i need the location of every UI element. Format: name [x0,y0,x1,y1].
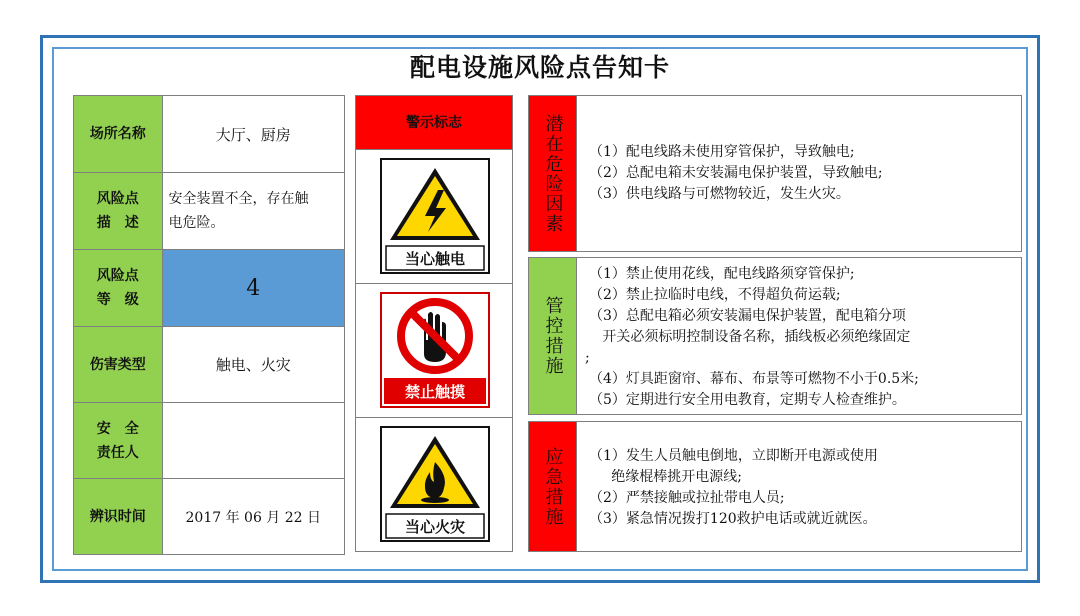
controls-body [585,264,1015,411]
hazard-line: （3）供电线路与可燃物较近，发生火灾。 [589,186,850,202]
card-title: 配电设施风险点告知卡 [409,53,670,82]
risk-level-value: 4 [162,250,344,327]
harm-type-value: 触电、火灾 [162,327,344,403]
identify-time-value: 2017 年 06 月 22 日 [162,479,344,555]
control-line: 开关必须标明控制设备名称，插线板必须绝缘固定 [589,329,911,345]
sign1-text: 当心触电 [404,250,466,268]
info-row-responsible [74,403,345,479]
emergency-line: 绝缘棍棒挑开电源线; [589,469,742,485]
sign2-text: 禁止触摸 [404,383,466,401]
responsible-value [162,403,344,479]
sign-cell-no-touch [356,284,512,418]
harm-type-label: 伤害类型 [74,327,163,403]
sign3-text: 当心火灾 [404,518,466,536]
hazards-body [589,142,1015,205]
risk-level-label [74,250,163,327]
warning-signs-header: 警示标志 [356,96,512,150]
responsible-label-line1: 安 全 [96,420,139,437]
emergency-line: （2）严禁接触或拉扯带电人员; [589,490,785,506]
emergency-heading [529,422,577,551]
risk-desc-label [74,173,163,250]
risk-desc-value [162,173,344,250]
hazards-heading-text: 潜在危险因素 [542,113,564,234]
emergency-line: （1）发生人员触电倒地，立即断开电源或使用 [589,448,878,464]
info-row-harm-type [74,327,345,403]
controls-heading-text: 管控措施 [542,296,564,376]
emergency-line: （3）紧急情况拨打120救护电话或就近就医。 [589,511,877,527]
control-line: ; [585,350,590,366]
control-line: （5）定期进行安全用电教育，定期专人检查维护。 [589,392,906,408]
emergency-heading-text: 应急措施 [542,446,564,527]
risk-desc-label-line2: 描 述 [96,215,139,231]
control-line: （4）灯具距窗帘、幕布、布景等可燃物不小于0.5米; [589,371,919,387]
location-label: 场所名称 [74,96,163,173]
fire-warning-icon [380,426,490,542]
sign-cell-electric [356,150,512,284]
info-row-risk-level [74,250,345,327]
risk-desc-value-line1: 安全装置不全，存在触 [168,191,309,207]
responsible-label [74,403,163,479]
control-line: （1）禁止使用花线，配电线路须穿管保护; [589,266,855,282]
hazard-line: （1）配电线路未使用穿管保护，导致触电; [589,144,855,160]
risk-desc-value-line2: 电危险。 [168,215,225,231]
location-value: 大厅、厨房 [162,96,344,173]
hazards-heading [529,96,577,251]
responsible-label-line2: 责任人 [96,444,139,461]
warning-signs-column [355,95,513,552]
risk-level-label-line2: 等 级 [96,292,139,308]
emergency-section [528,421,1022,552]
hazards-section [528,95,1022,252]
electric-shock-warning-icon [380,158,490,274]
info-row-identify-time [74,479,345,555]
hazard-line: （2）总配电箱未安装漏电保护装置，导致触电; [589,165,883,181]
controls-heading [529,258,577,414]
identify-time-label: 辨识时间 [74,479,163,555]
info-row-risk-desc [74,173,345,250]
info-row-location [74,96,345,173]
sign-cell-fire [356,418,512,551]
controls-section [528,257,1022,415]
risk-desc-label-line1: 风险点 [96,191,139,207]
no-touching-prohibition-icon [380,292,490,408]
risk-level-label-line1: 风险点 [96,268,139,284]
control-line: （2）禁止拉临时电线，不得超负荷运载; [589,287,841,303]
control-line: （3）总配电箱必须安装漏电保护装置，配电箱分项 [589,308,906,324]
emergency-body [589,446,1015,530]
info-table [73,95,345,555]
